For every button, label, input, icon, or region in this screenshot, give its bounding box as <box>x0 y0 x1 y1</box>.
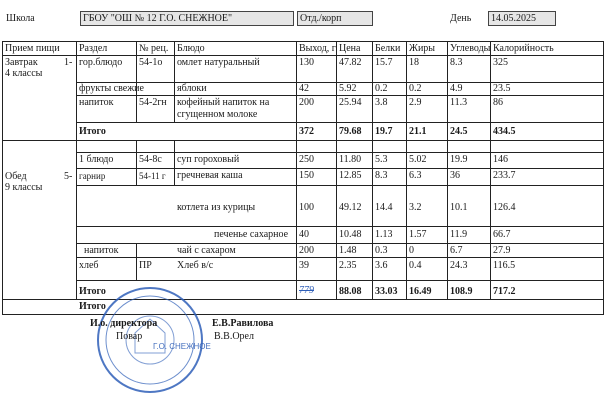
total-output: 372 <box>299 126 314 137</box>
dept-field <box>297 11 373 26</box>
total-fat: 16.49 <box>409 286 432 297</box>
cell-protein: 15.7 <box>375 57 393 68</box>
cell-protein: 3.6 <box>375 260 388 271</box>
total-protein: 33.03 <box>375 286 398 297</box>
cell-section: 1 блюдо <box>79 154 114 165</box>
cook-title: Повар <box>116 331 143 342</box>
dept-label: Отд./корп <box>300 13 342 24</box>
cell-carbs: 6.7 <box>450 245 463 256</box>
cell-carbs: 11.9 <box>450 229 468 240</box>
cell-output: 200 <box>299 245 314 256</box>
official-stamp <box>95 285 211 395</box>
cell-fat: 0.4 <box>409 260 422 271</box>
cell-recipe: 54-1о <box>139 57 163 68</box>
meal-lunch: Обед <box>5 171 27 182</box>
total-output-handwritten: 779 <box>299 285 314 296</box>
cell-output: 39 <box>299 260 309 271</box>
total-carbs: 108.9 <box>450 286 473 297</box>
cell-carbs: 19.9 <box>450 154 468 165</box>
cell-fat: 1.57 <box>409 229 427 240</box>
cell-price: 12.85 <box>339 170 362 181</box>
cell-section: гор.блюдо <box>79 57 123 68</box>
stamp-text: Г.О. СНЕЖНОЕ <box>153 342 211 351</box>
meal-lunch-suffix: 5- <box>64 171 73 182</box>
cell-kcal: 86 <box>493 97 503 108</box>
col-recipe: № рец. <box>139 43 169 54</box>
cell-protein: 0.3 <box>375 245 388 256</box>
meal-breakfast-grades: 4 классы <box>5 68 43 79</box>
cell-dish: гречневая каша <box>177 170 243 181</box>
cell-fat: 3.2 <box>409 202 422 213</box>
total-protein: 19.7 <box>375 126 393 137</box>
total-price: 79.68 <box>339 126 362 137</box>
total-kcal: 717.2 <box>493 286 516 297</box>
director-name: Е.В.Равилова <box>212 318 274 329</box>
cell-kcal: 116.5 <box>493 260 516 271</box>
cell-dish: омлет натуральный <box>177 57 260 68</box>
cell-carbs: 24.3 <box>450 260 468 271</box>
director-title: И.о. директора <box>90 318 158 329</box>
cell-output: 200 <box>299 97 314 108</box>
cell-price: 5.92 <box>339 83 357 94</box>
cell-carbs: 36 <box>450 170 460 181</box>
day-label: День <box>450 13 472 24</box>
cell-price: 11.80 <box>339 154 362 165</box>
cell-recipe: 54-8с <box>139 154 162 165</box>
cell-protein: 3.8 <box>375 97 388 108</box>
col-carbs: Углеводы <box>450 43 491 54</box>
cell-dish-cont: сгущенном молоке <box>177 109 258 120</box>
cell-kcal: 146 <box>493 154 508 165</box>
cell-section: хлеб <box>79 260 99 271</box>
meal-breakfast: Завтрак <box>5 57 38 68</box>
cook-name: В.В.Орел <box>214 331 254 342</box>
cell-kcal: 325 <box>493 57 508 68</box>
cell-protein: 0.2 <box>375 83 388 94</box>
cell-recipe: 54-11 г <box>139 171 166 181</box>
cell-kcal: 66.7 <box>493 229 511 240</box>
cell-dish: печенье сахарное <box>214 229 289 240</box>
cell-fat: 0 <box>409 245 414 256</box>
cell-kcal: 23.5 <box>493 83 511 94</box>
total-fat: 21.1 <box>409 126 427 137</box>
cell-dish: чай с сахаром <box>177 245 236 256</box>
cell-output: 42 <box>299 83 309 94</box>
cell-section: напиток <box>84 245 119 256</box>
cell-protein: 5.3 <box>375 154 388 165</box>
cell-carbs: 4.9 <box>450 83 463 94</box>
cell-recipe: 54-2гн <box>139 97 167 108</box>
cell-dish: Хлеб в/с <box>177 260 214 271</box>
cell-output: 100 <box>299 202 314 213</box>
cell-recipe: ПР <box>139 260 152 271</box>
cell-fat: 6.3 <box>409 170 422 181</box>
cell-fat: 5.02 <box>409 154 427 165</box>
cell-protein: 1.13 <box>375 229 393 240</box>
cell-price: 47.82 <box>339 57 362 68</box>
cell-dish: суп гороховый <box>177 154 240 165</box>
cell-dish: яблоки <box>177 83 207 94</box>
grand-total-label: Итого <box>79 301 106 312</box>
cell-fat: 2.9 <box>409 97 422 108</box>
cell-output: 250 <box>299 154 314 165</box>
cell-dish: кофейный напиток на <box>177 97 270 108</box>
cell-section: фрукты свежие <box>79 83 144 94</box>
cell-fat: 0.2 <box>409 83 422 94</box>
col-protein: Белки <box>375 43 401 54</box>
cell-price: 2.35 <box>339 260 357 271</box>
total-label: Итого <box>79 286 106 297</box>
cell-price: 10.48 <box>339 229 362 240</box>
cell-kcal: 233.7 <box>493 170 516 181</box>
cell-dish: котлета из курицы <box>177 202 256 213</box>
cell-price: 1.48 <box>339 245 357 256</box>
total-price: 88.08 <box>339 286 362 297</box>
col-kcal: Калорийность <box>493 43 554 54</box>
col-meal: Прием пищи <box>5 43 60 54</box>
cell-carbs: 8.3 <box>450 57 463 68</box>
total-carbs: 24.5 <box>450 126 468 137</box>
cell-price: 49.12 <box>339 202 362 213</box>
cell-price: 25.94 <box>339 97 362 108</box>
school-label: Школа <box>6 13 35 24</box>
cell-output: 40 <box>299 229 309 240</box>
total-kcal: 434.5 <box>493 126 516 137</box>
school-value: ГБОУ "ОШ № 12 Г.О. СНЕЖНОЕ" <box>80 11 294 26</box>
col-fat: Жиры <box>409 43 436 54</box>
cell-output: 150 <box>299 170 314 181</box>
cell-protein: 14.4 <box>375 202 393 213</box>
cell-fat: 18 <box>409 57 419 68</box>
cell-output: 130 <box>299 57 314 68</box>
col-section: Раздел <box>79 43 108 54</box>
col-price: Цена <box>339 43 361 54</box>
meal-lunch-grades: 9 классы <box>5 182 43 193</box>
cell-protein: 8.3 <box>375 170 388 181</box>
cell-section: напиток <box>79 97 114 108</box>
cell-kcal: 27.9 <box>493 245 511 256</box>
cell-section: гарнир <box>79 171 106 181</box>
cell-carbs: 11.3 <box>450 97 468 108</box>
cell-kcal: 126.4 <box>493 202 516 213</box>
day-value: 14.05.2025 <box>488 11 556 26</box>
col-output: Выход, г <box>299 43 336 54</box>
meal-breakfast-suffix: 1- <box>64 57 73 68</box>
col-dish: Блюдо <box>177 43 205 54</box>
cell-carbs: 10.1 <box>450 202 468 213</box>
total-label: Итого <box>79 126 106 137</box>
